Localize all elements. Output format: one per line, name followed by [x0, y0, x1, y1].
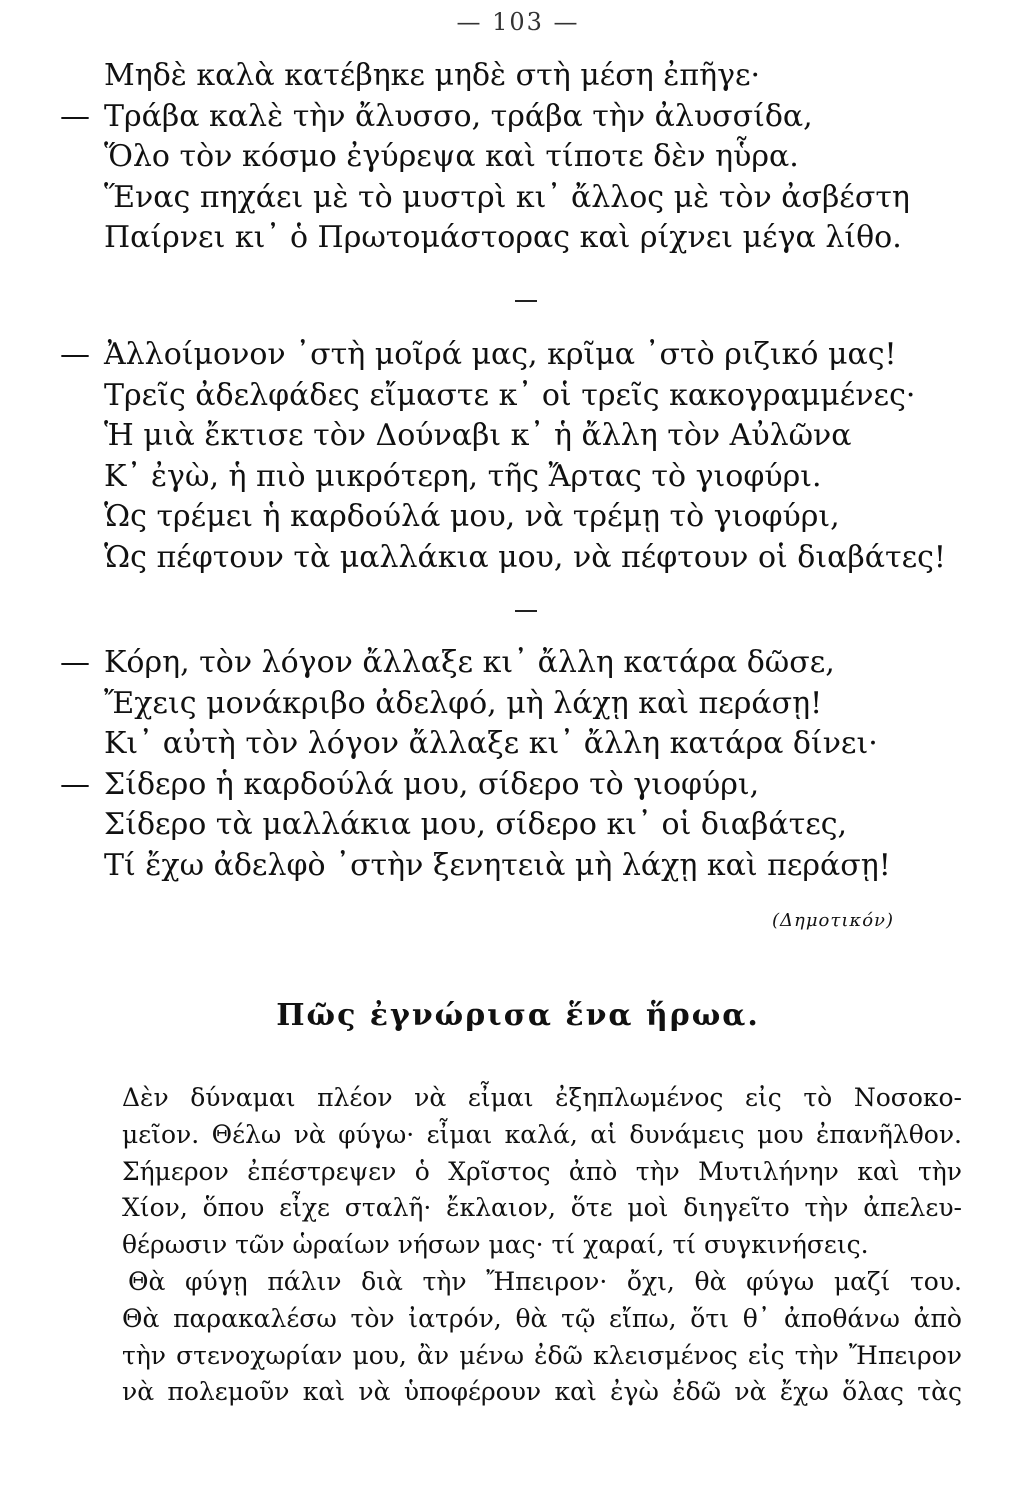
page-number: — 103 — — [456, 8, 580, 36]
verse-line — [60, 497, 980, 538]
prose-line: μεῖον. Θέλω νὰ φύγω· εἶμαι καλά, αἱ δυνάμεις μου ἐπανῆλθον. — [122, 1119, 962, 1149]
verse-line — [60, 97, 980, 138]
verse-text: Ὡς τρέμει ἡ καρδούλά μου, νὰ τρέμῃ τὸ γιοφύρι, — [104, 499, 840, 534]
poem-stanza-3 — [60, 643, 980, 886]
prose-line: Θὰ φύγῃ πάλιν διὰ τὴν Ἤπειρον· ὄχι, θὰ φύγω μαζί του. — [128, 1266, 962, 1296]
verse-line — [60, 178, 980, 219]
verse-text: Ἔχεις μονάκριβο ἀδελφό, μὴ λάχῃ καὶ περάσῃ! — [104, 685, 823, 721]
verse-line — [60, 765, 980, 806]
verse-text: Σίδερο τὰ μαλλάκια μου, σίδερο κι᾽ οἱ διαβάτες, — [104, 807, 848, 842]
verse-line — [60, 335, 980, 376]
verse-line — [60, 457, 980, 498]
verse-line — [60, 56, 980, 97]
verse-dash: — — [60, 98, 90, 134]
prose-line: τὴν στενοχωρίαν μου, ἂν μένω ἐδῶ κλεισμένος εἰς τὴν Ἤπειρον — [122, 1340, 962, 1370]
prose-line: Θὰ παρακαλέσω τὸν ἰατρόν, θὰ τῷ εἴπω, ὅτι θ᾽ ἀποθάνω ἀπὸ — [122, 1303, 962, 1333]
verse-text: Ἡ μιὰ ἔκτισε τὸν Δούναβι κ᾽ ἡ ἄλλη τὸν Αὐλῶνα — [104, 418, 852, 453]
verse-text: Ὅλο τὸν κόσμο ἐγύρεψα καὶ τίποτε δὲν ηὗρα. — [104, 139, 799, 174]
poem-stanza-2 — [60, 335, 980, 578]
verse-line — [60, 538, 980, 579]
verse-line — [60, 684, 980, 725]
prose-line: θέρωσιν τῶν ὡραίων νήσων μας· τί χαραί, τί συγκινήσεις. — [122, 1230, 869, 1260]
verse-text: Κόρη, τὸν λόγον ἄλλαξε κι᾽ ἄλλη κατάρα δῶσε, — [104, 645, 835, 680]
stanza-separator — [515, 610, 537, 612]
verse-text: Μηδὲ καλὰ κατέβηκε μηδὲ στὴ μέση ἐπῆγε· — [104, 58, 761, 93]
verse-text: Ὡς πέφτουν τὰ μαλλάκια μου, νὰ πέφτουν οἱ διαβάτες! — [104, 539, 946, 575]
verse-text: Κ᾽ ἐγὼ, ἡ πιὸ μικρότερη, τῆς Ἄρτας τὸ γιοφύρι. — [104, 458, 822, 494]
verse-text: Ἀλλοίμονον ᾽στὴ μοῖρά μας, κρῖμα ᾽στὸ ριζικό μας! — [104, 337, 897, 372]
verse-text: Σίδερο ἡ καρδούλά μου, σίδερο τὸ γιοφύρι, — [104, 766, 760, 802]
verse-line — [60, 416, 980, 457]
attribution: (Δημοτικόν) — [772, 910, 894, 931]
verse-text: Τί ἔχω ἀδελφὸ ᾽στὴν ξενητειὰ μὴ λάχῃ καὶ περάσῃ! — [104, 847, 891, 883]
verse-text: Ἕνας πηχάει μὲ τὸ μυστρὶ κι᾽ ἄλλος μὲ τὸν ἀσβέστη — [104, 179, 910, 215]
verse-text: Κι᾽ αὐτὴ τὸν λόγον ἄλλαξε κι᾽ ἄλλη κατάρα δίνει· — [104, 726, 878, 761]
verse-line — [60, 643, 980, 684]
verse-text: Τράβα καλὲ τὴν ἄλυσσο, τράβα τὴν ἀλυσσίδα, — [104, 98, 813, 134]
verse-dash: — — [60, 337, 90, 372]
verse-line — [60, 376, 980, 417]
prose-line: νὰ πολεμοῦν καὶ νὰ ὑποφέρουν καὶ ἐγὼ ἐδῶ νὰ ἔχω ὅλας τὰς — [122, 1377, 962, 1407]
verse-line — [60, 137, 980, 178]
prose-body — [122, 1080, 962, 1411]
prose-line: Χίον, ὅπου εἶχε σταλῆ· ἔκλαιον, ὅτε μοὶ διηγεῖτο τὴν ἀπελευ- — [122, 1193, 962, 1223]
verse-text: Παίρνει κι᾽ ὁ Πρωτομάστορας καὶ ρίχνει μέγα λίθο. — [104, 220, 902, 255]
verse-line — [60, 805, 980, 846]
prose-line: Σήμερον ἐπέστρεψεν ὁ Χρῖστος ἀπὸ τὴν Μυτιλήνην καὶ τὴν — [122, 1156, 962, 1186]
verse-text: Τρεῖς ἀδελφάδες εἴμαστε κ᾽ οἱ τρεῖς κακογραμμένες· — [104, 377, 916, 413]
verse-line — [60, 846, 980, 887]
verse-line — [60, 724, 980, 765]
verse-dash: — — [60, 645, 90, 680]
section-title: Πῶς ἐγνώρισα ἕνα ἥρωα. — [276, 998, 760, 1033]
prose-line: Δὲν δύναμαι πλέον νὰ εἶμαι ἐξηπλωμένος εἰς τὸ Νοσοκο- — [122, 1083, 962, 1112]
poem-stanza-1 — [60, 56, 980, 259]
stanza-separator — [515, 300, 537, 302]
verse-line — [60, 218, 980, 259]
verse-dash: — — [60, 766, 90, 802]
